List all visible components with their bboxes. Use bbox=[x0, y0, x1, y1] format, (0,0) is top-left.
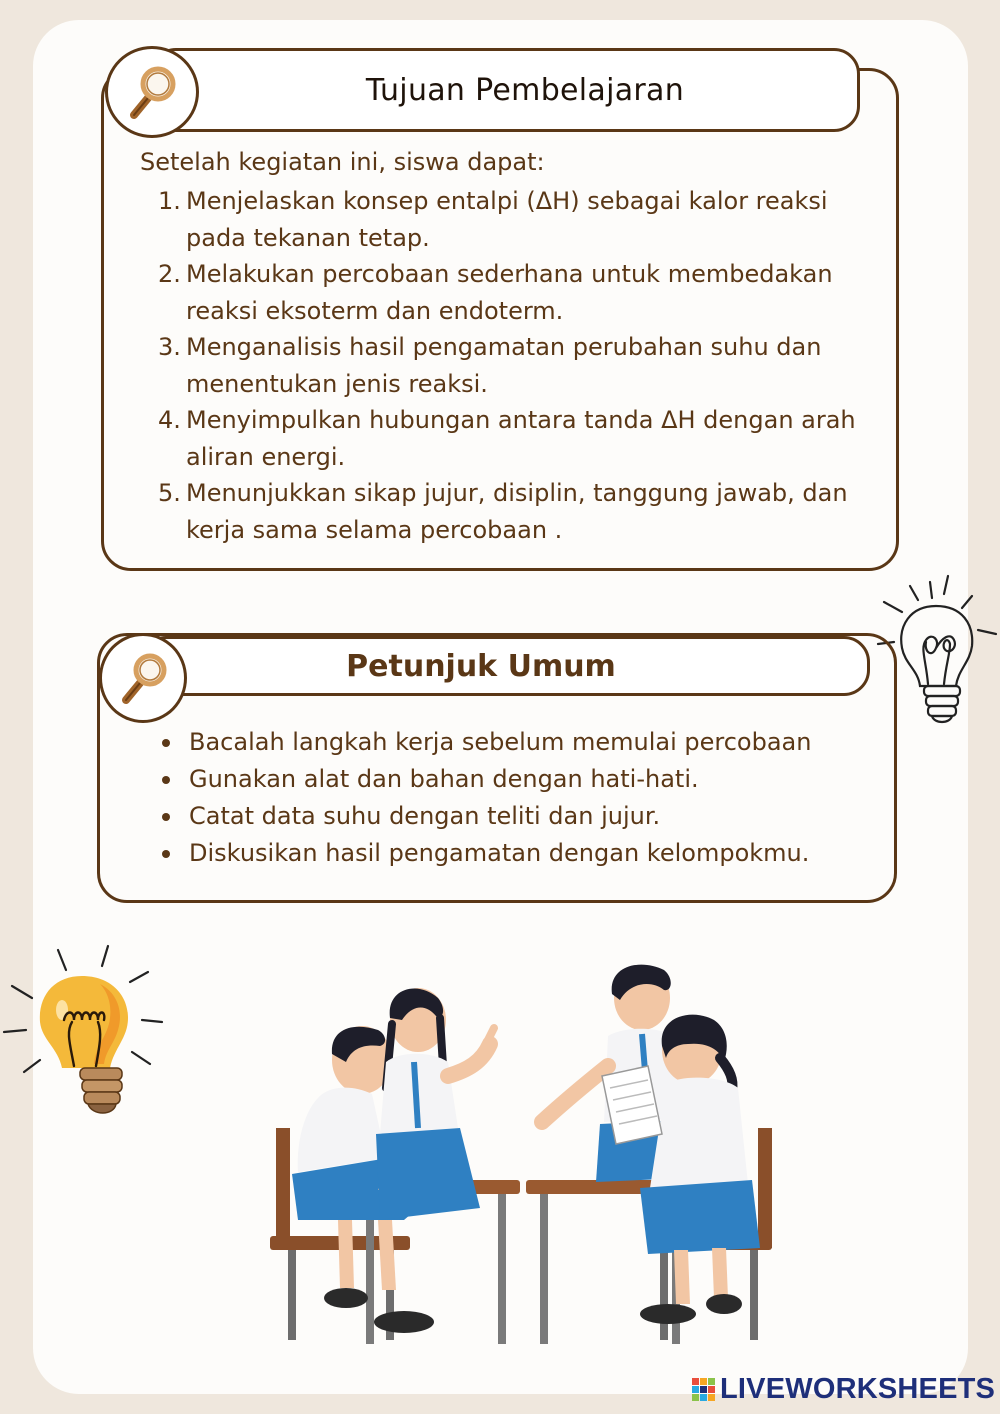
list-item: 5. Menunjukkan sikap jujur, disiplin, tanggung jawab, dan kerja sama selama percobaan . bbox=[158, 479, 848, 544]
general-instructions-title: Petunjuk Umum bbox=[346, 648, 616, 684]
magnifier-badge-2 bbox=[99, 633, 187, 723]
goals-intro: Setelah kegiatan ini, siswa dapat: bbox=[140, 148, 545, 176]
brand-name: LIVEWORKSHEETS bbox=[720, 1373, 996, 1405]
instructions-list bbox=[160, 724, 811, 872]
learning-goals-header bbox=[150, 48, 860, 132]
list-item: 4. Menyimpulkan hubungan antara tanda ΔH dengan arah aliran energi. bbox=[158, 406, 856, 471]
brand-grid-icon bbox=[692, 1378, 716, 1402]
list-item: Catat data suhu dengan teliti dan jujur. bbox=[160, 798, 811, 835]
magnifier-icon bbox=[108, 49, 196, 135]
learning-goals-title: Tujuan Pembelajaran bbox=[365, 72, 685, 108]
list-item: Bacalah langkah kerja sebelum memulai percobaan bbox=[160, 724, 811, 761]
general-instructions-header bbox=[140, 636, 870, 696]
students-discussion-illustration bbox=[268, 958, 788, 1348]
list-item: Gunakan alat dan bahan dengan hati-hati. bbox=[160, 761, 811, 798]
goals-list bbox=[140, 183, 880, 548]
list-item: 3. Menganalisis hasil pengamatan perubahan suhu dan menentukan jenis reaksi. bbox=[158, 333, 822, 398]
list-item: Diskusikan hasil pengamatan dengan kelompokmu. bbox=[160, 835, 811, 872]
list-item: 2. Melakukan percobaan sederhana untuk membedakan reaksi eksoterm dan endoterm. bbox=[158, 260, 833, 325]
magnifier-badge bbox=[105, 46, 199, 138]
magnifier-icon bbox=[102, 636, 186, 720]
liveworksheets-logo bbox=[692, 1373, 995, 1406]
lightbulb-yellow-icon bbox=[0, 940, 170, 1140]
list-item: 1. Menjelaskan konsep entalpi (ΔH) sebagai kalor reaksi pada tekanan tetap. bbox=[158, 187, 828, 252]
